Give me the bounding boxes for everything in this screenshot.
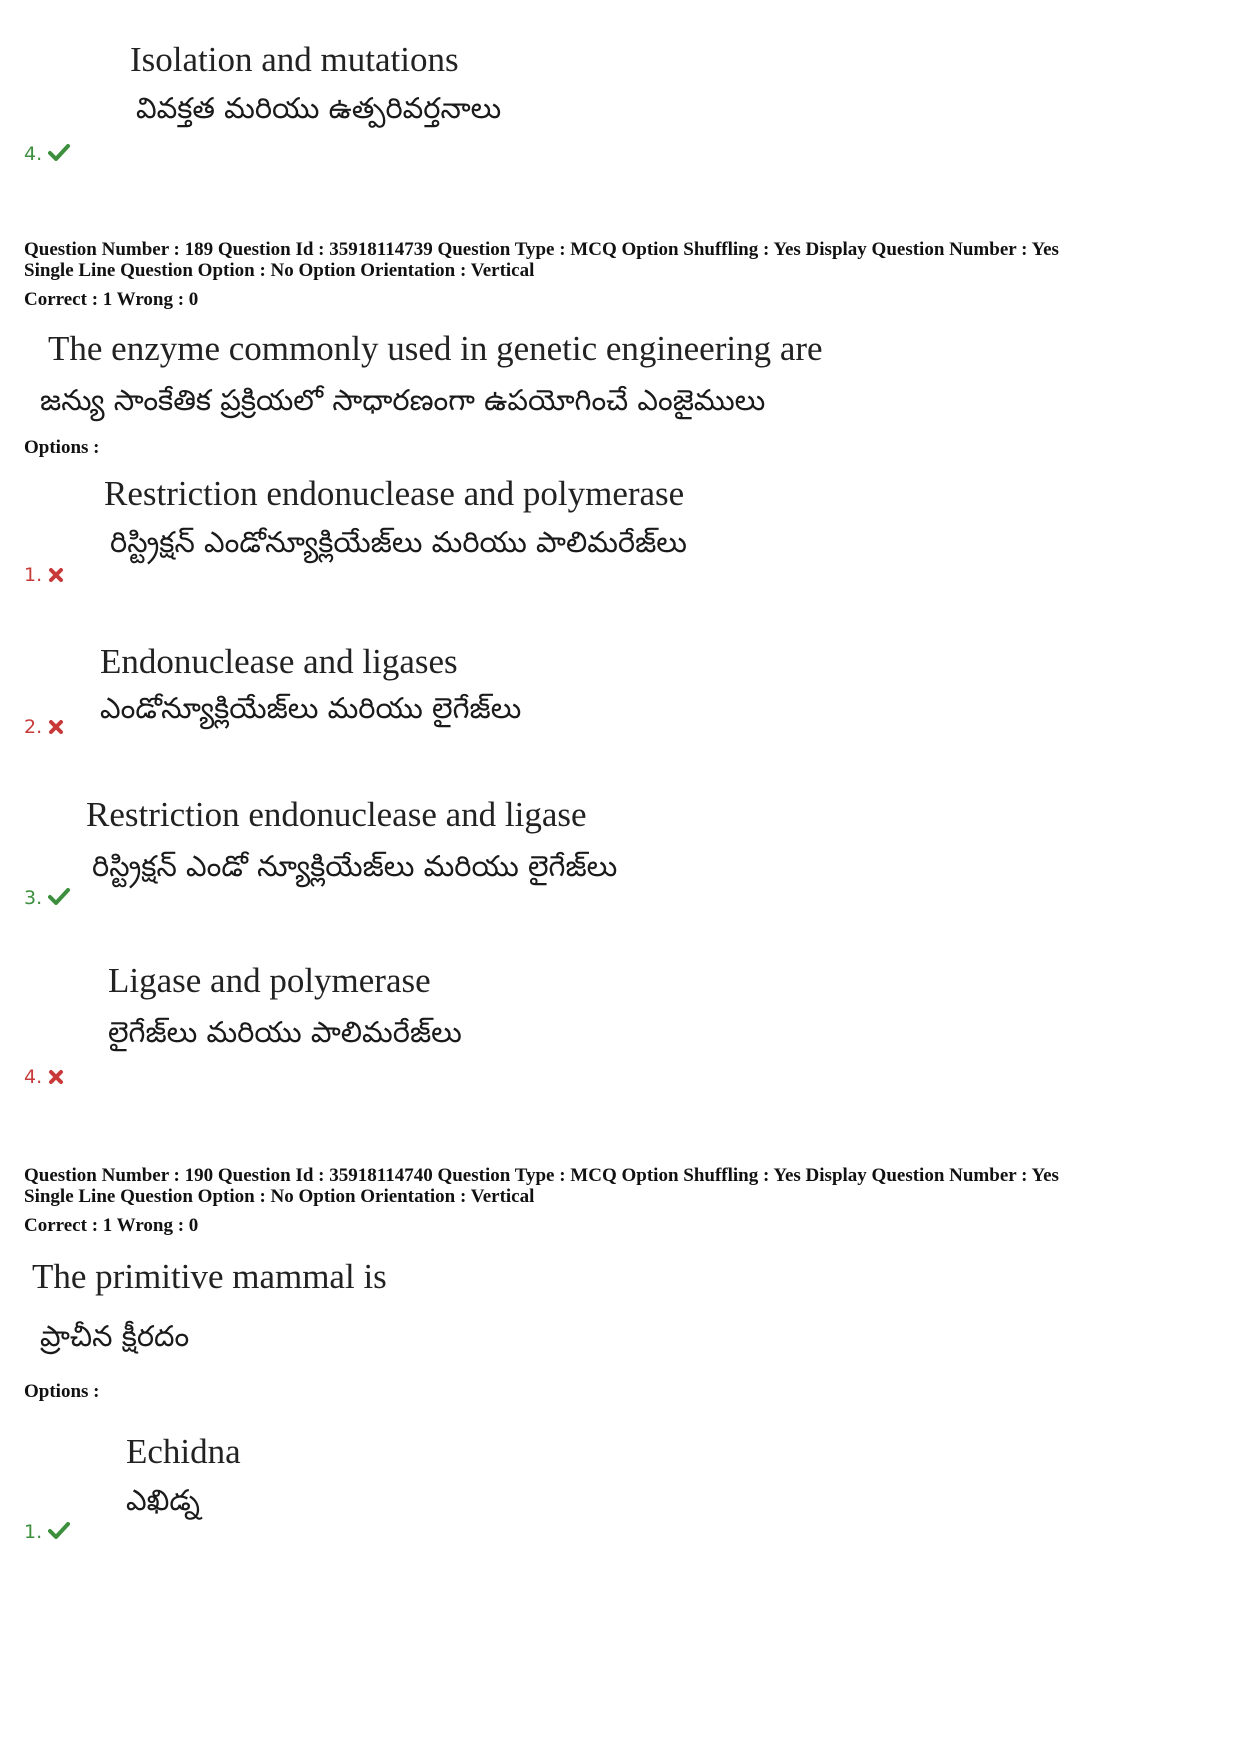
question-meta-line1: Question Number : 190 Question Id : 35918114740 Question Type : MCQ Option Shuffling : Yes Display Question Number : Yes bbox=[24, 1165, 1059, 1186]
option-number: 2. bbox=[24, 716, 43, 738]
option-english-text: Isolation and mutations bbox=[130, 40, 459, 79]
option-english-text: Endonuclease and ligases bbox=[100, 642, 458, 681]
question-meta-line1: Question Number : 189 Question Id : 35918114739 Question Type : MCQ Option Shuffling : Yes Display Question Number : Yes bbox=[24, 239, 1059, 260]
option-number-wrong bbox=[24, 566, 64, 587]
option-english-text: Ligase and polymerase bbox=[108, 961, 431, 1000]
question-english-text: The primitive mammal is bbox=[32, 1257, 387, 1296]
cross-icon bbox=[48, 567, 64, 587]
option-english-text: Restriction endonuclease and polymerase bbox=[104, 474, 685, 513]
option-number: 1. bbox=[24, 564, 43, 586]
option-english-text: Restriction endonuclease and ligase bbox=[86, 795, 587, 834]
option-telugu-text: వివక్తత మరియు ఉత్పరివర్తనాలు bbox=[136, 91, 502, 125]
cross-icon bbox=[48, 719, 64, 739]
question-meta-line2: Single Line Question Option : No Option Orientation : Vertical bbox=[24, 1186, 535, 1207]
question-marks: Correct : 1 Wrong : 0 bbox=[24, 1215, 199, 1236]
question-telugu-text: ప్రాచీన క్షీరదం bbox=[40, 1319, 190, 1353]
option-number: 1. bbox=[24, 1521, 43, 1543]
option-telugu-text: రిస్ట్రిక్షన్ ఎండోన్యూక్లియేజ్‌లు మరియు పాలిమరేజ్‌లు bbox=[110, 525, 687, 559]
check-icon bbox=[48, 144, 70, 166]
options-label: Options : bbox=[24, 1381, 100, 1402]
options-label: Options : bbox=[24, 437, 100, 458]
option-number-correct bbox=[24, 888, 70, 910]
option-number: 3. bbox=[24, 887, 43, 909]
question-meta-line2: Single Line Question Option : No Option Orientation : Vertical bbox=[24, 260, 535, 281]
question-telugu-text: జన్యు సాంకేతిక ప్రక్రియలో సాధారణంగా ఉపయోగించే ఎంజైములు bbox=[40, 383, 766, 417]
option-number-correct bbox=[24, 1522, 70, 1544]
check-icon bbox=[48, 888, 70, 910]
check-icon bbox=[48, 1522, 70, 1544]
option-english-text: Echidna bbox=[126, 1432, 241, 1471]
option-telugu-text: రిస్ట్రిక్షన్ ఎండో న్యూక్లియేజ్‌లు మరియు లైగేజ్‌లు bbox=[92, 849, 618, 883]
option-telugu-text: లైగేజ్‌లు మరియు పాలిమరేజ్‌లు bbox=[108, 1015, 462, 1049]
option-number: 4. bbox=[24, 143, 43, 165]
option-number-correct bbox=[24, 144, 70, 166]
cross-icon bbox=[48, 1069, 64, 1089]
option-number: 4. bbox=[24, 1066, 43, 1088]
option-telugu-text: ఎఖిడ్న bbox=[126, 1483, 200, 1517]
option-number-wrong bbox=[24, 718, 64, 739]
question-marks: Correct : 1 Wrong : 0 bbox=[24, 289, 199, 310]
option-telugu-text: ఎండోన్యూక్లియేజ్‌లు మరియు లైగేజ్‌లు bbox=[100, 691, 522, 725]
question-english-text: The enzyme commonly used in genetic engineering are bbox=[48, 329, 823, 368]
option-number-wrong bbox=[24, 1068, 64, 1089]
